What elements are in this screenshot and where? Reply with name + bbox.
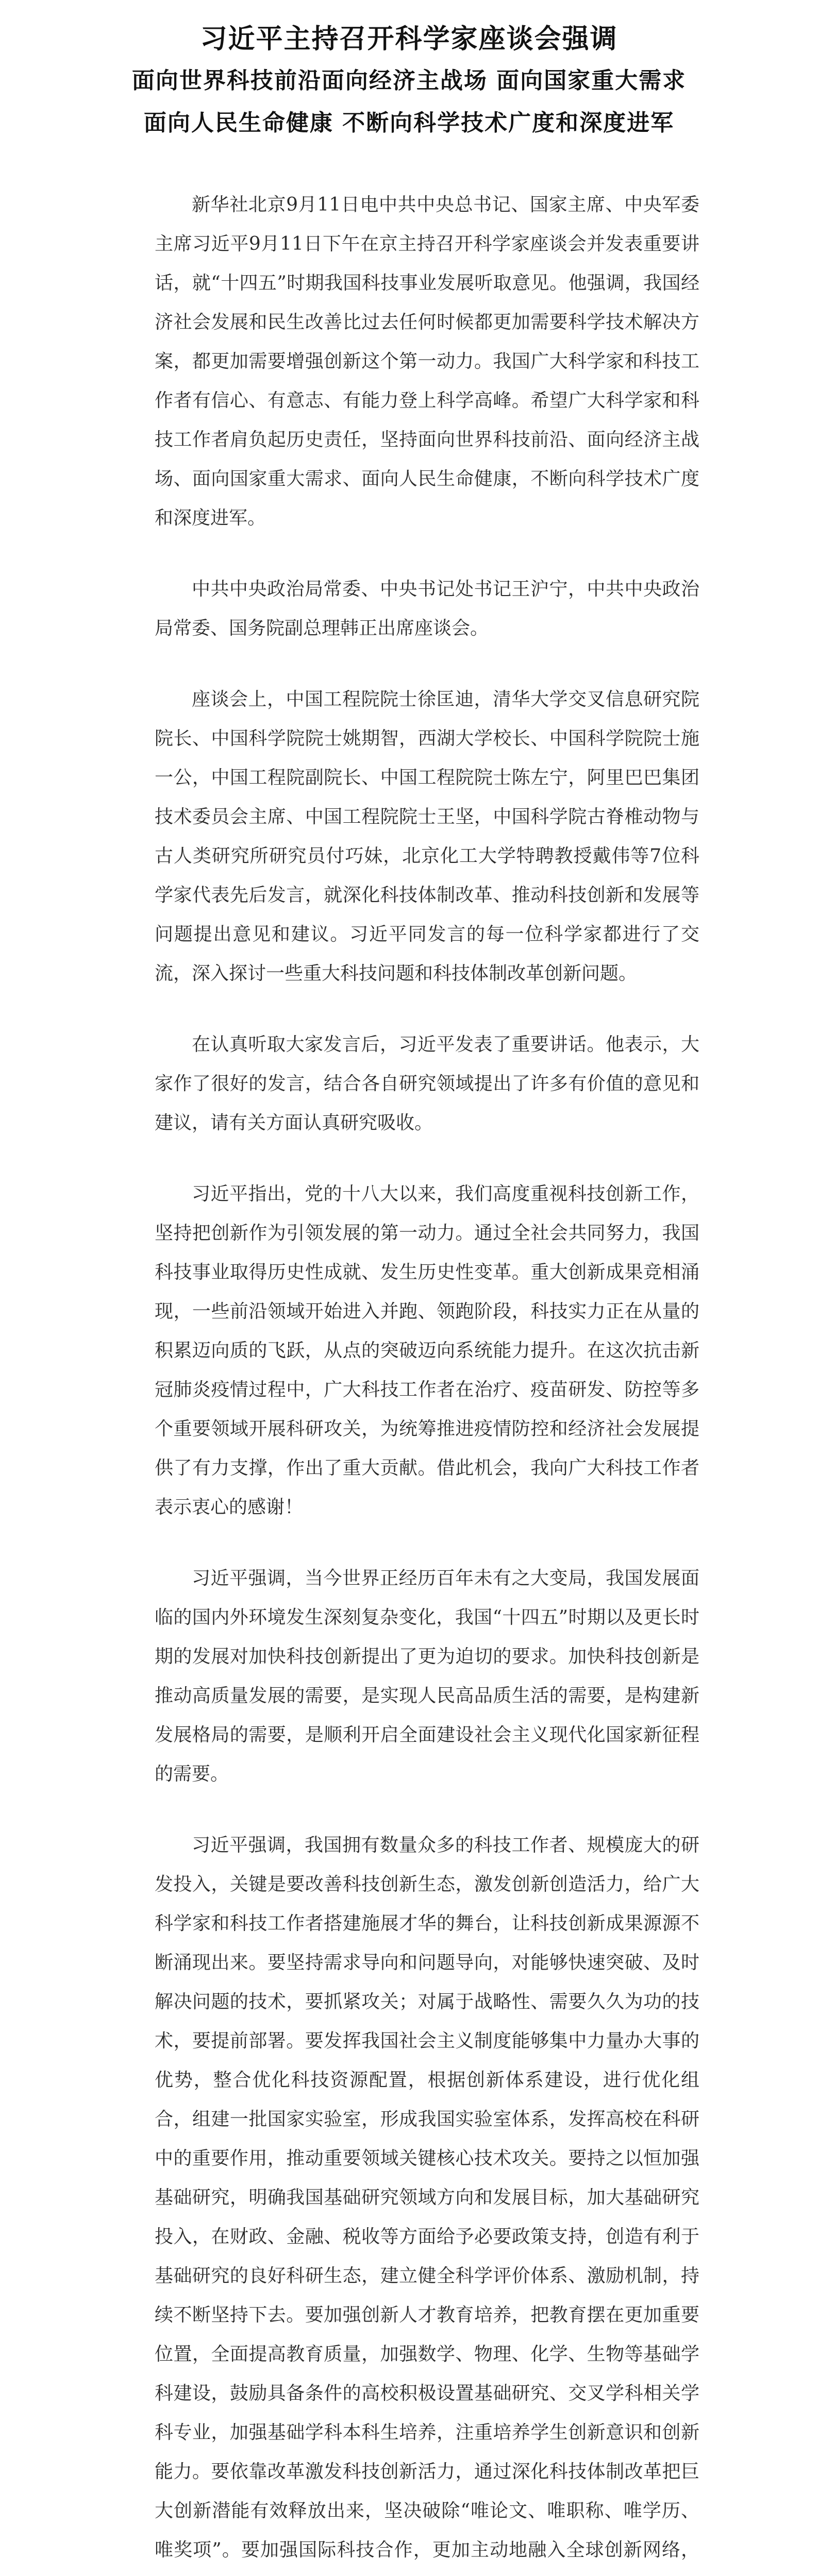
paragraph: 习近平指出，党的十八大以来，我们高度重视科技创新工作，坚持把创新作为引领发展的第一动力。通过全社会共同努力，我国科技事业取得历史性成就、发生历史性变革。重大创新成果竞相涌现，一些前沿领域开始进入并跑、领跑阶段，科技实力正在从量的积累迈向质的飞跃，从点的突破迈向系统能力提升。在这次抗击新冠肺炎疫情过程中，广大科技工作者在治疗、疫苗研发、防控等多个重要领域开展科研攻关，为统筹推进疫情防控和经济社会发展提供了有力支撑，作出了重大贡献。借此机会，我向广大科技工作者表示衷心的感谢！ — [155, 1183, 699, 1518]
paragraph: 中共中央政治局常委、中央书记处书记王沪宁，中共中央政治局常委、国务院副总理韩正出席座谈会。 — [155, 579, 699, 639]
paragraph: 习近平强调，当今世界正经历百年未有之大变局，我国发展面临的国内外环境发生深刻复杂变化，我国“十四五”时期以及更长时期的发展对加快科技创新提出了更为迫切的要求。加快科技创新是推动高质量发展的需要，是实现人民高品质生活的需要，是构建新发展格局的需要，是顺利开启全面建设社会主义现代化国家新征程的需要。 — [155, 1568, 699, 1785]
paragraph: 座谈会上，中国工程院院士徐匡迪，清华大学交叉信息研究院院长、中国科学院院士姚期智，西湖大学校长、中国科学院院士施一公，中国工程院副院长、中国工程院院士陈左宁，阿里巴巴集团技术委员会主席、中国工程院院士王坚，中国科学院古脊椎动物与古人类研究所研究员付巧妹，北京化工大学特聘教授戴伟等7位科学家代表先后发言，就深化科技体制改革、推动科技创新和发展等问题提出意见和建议。习近平同发言的每一位科学家都进行了交流，深入探讨一些重大科技问题和科技体制改革创新问题。 — [155, 689, 699, 984]
headline-subtitle-2: 面向人民生命健康 不断向科学技术广度和深度进军 — [143, 110, 675, 136]
headline-subtitle-1: 面向世界科技前沿面向经济主战场 面向国家重大需求 — [131, 67, 687, 94]
paragraph: 新华社北京9月11日电中共中央总书记、国家主席、中央军委主席习近平9月11日下午在京主持召开科学家座谈会并发表重要讲话，就“十四五”时期我国科技事业发展听取意见。他强调，我国经济社会发展和民生改善比过去任何时候都更加需要科学技术解决方案，都更加需要增强创新这个第一动力。我国广大科学家和科技工作者有信心、有意志、有能力登上科学高峰。希望广大科学家和科技工作者肩负起历史责任，坚持面向世界科技前沿、面向经济主战场、面向国家重大需求、面向人民生命健康，不断向科学技术广度和深度进军。 — [155, 194, 699, 529]
paragraph: 在认真听取大家发言后，习近平发表了重要讲话。他表示，大家作了很好的发言，结合各自研究领域提出了许多有价值的意见和建议，请有关方面认真研究吸收。 — [155, 1034, 699, 1133]
paragraph: 习近平强调，我国拥有数量众多的科技工作者、规模庞大的研发投入，关键是要改善科技创新生态，激发创新创造活力，给广大科学家和科技工作者搭建施展才华的舞台，让科技创新成果源源不断涌现出来。要坚持需求导向和问题导向，对能够快速突破、及时解决问题的技术，要抓紧攻关；对属于战略性、需要久久为功的技术，要提前部署。要发挥我国社会主义制度能够集中力量办大事的优势，整合优化科技资源配置，根据创新体系建设，进行优化组合，组建一批国家实验室，形成我国实验室体系，发挥高校在科研中的重要作用，推动重要领域关键核心技术攻关。要持之以恒加强基础研究，明确我国基础研究领域方向和发展目标，加大基础研究投入，在财政、金融、税收等方面给予必要政策支持，创造有利于基础研究的良好科研生态，建立健全科学评价体系、激励机制，持续不断坚持下去。要加强创新人才教育培养，把教育摆在更加重要位置，全面提高教育质量，加强数学、物理、化学、生物等基础学科建设，鼓励具备条件的高校积极设置基础研究、交叉学科相关学科专业，加强基础学科本科生培养，注重培养学生创新意识和创新能力。要依靠改革激发科技创新活力，通过深化科技体制改革把巨大创新潜能有效释放出来，坚决破除“唯论文、唯职称、唯学历、唯奖项”。要加强国际科技合作，更加主动地融入全球创新网络， — [155, 1835, 699, 2561]
headline-block — [0, 0, 818, 144]
headline-title: 习近平主持召开科学家座谈会强调 — [200, 23, 618, 55]
article-body — [0, 185, 818, 2576]
